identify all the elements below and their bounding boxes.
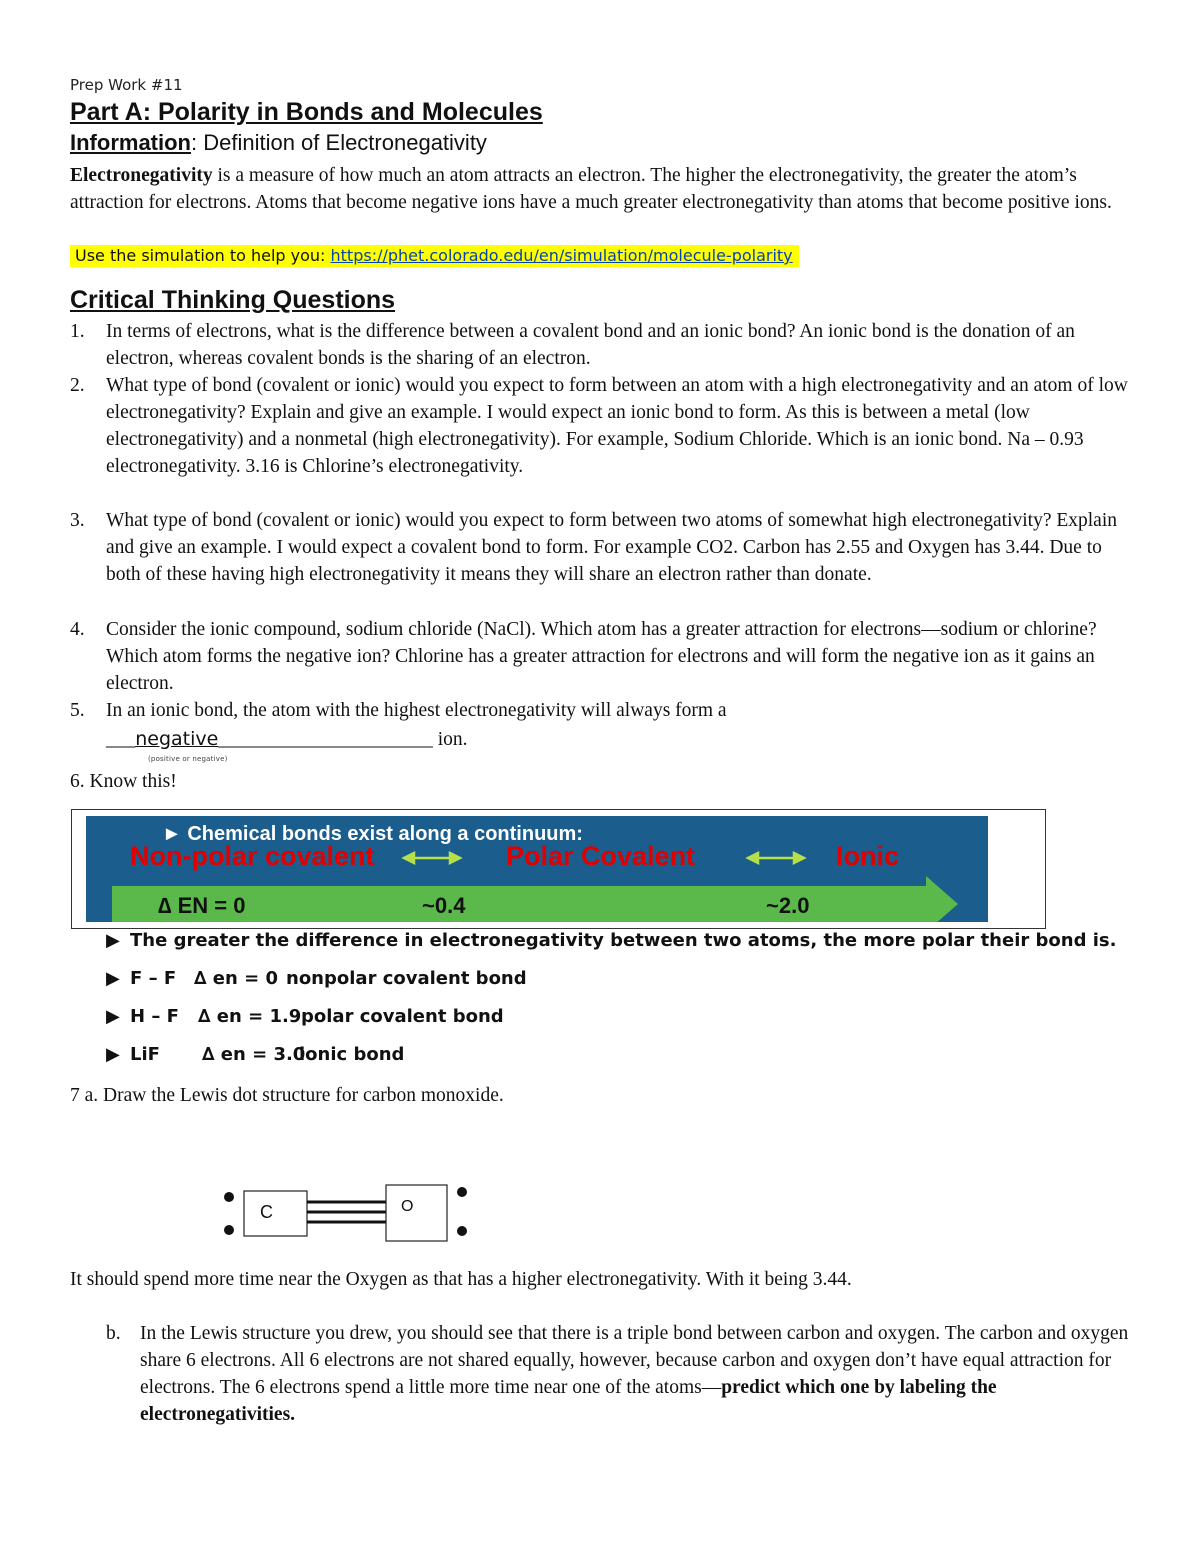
answer-blank-line	[106, 726, 1136, 753]
oxygen-box	[386, 1185, 447, 1241]
know-this-label: 6. Know this!	[70, 771, 177, 792]
question-text: What type of bond (covalent or ionic) would you expect to form between an atom with a high electronegativity and an atom of low electronegativity? Explain and give an example. I would expect an ionic bond to form. As this is between a metal (low electronegativity) and a nonmetal (high electronegativity). For example, Sodium Chloride. Which is an ionic bond. Na – 0.93 electronegativity. 3.16 is Chlorine’s electronegativity.	[106, 375, 1128, 477]
question-text: In an ionic bond, the atom with the highest electronegativity will always form a	[106, 700, 727, 721]
part-title: Part A: Polarity in Bonds and Molecules	[70, 98, 543, 126]
bullet-pair: F – F	[130, 968, 177, 989]
oxygen-label: O	[401, 1198, 414, 1215]
information-subtitle: : Definition of Electronegativity	[191, 130, 487, 155]
bullet-bond-type: polar covalent bond	[301, 1006, 504, 1027]
bullet-delta: ∆ en = 0	[194, 968, 278, 989]
question-text: What type of bond (covalent or ionic) would you expect to form between two atoms of somewhat high electronegativity? Explain and give an example. I would expect a covalent bond to form. For example CO2. Carbon has 2.55 and Oxygen has 3.44. Due to both of these having high electronegativity it means they will share an electron rather than donate.	[106, 510, 1118, 585]
electron-dot	[457, 1187, 467, 1197]
carbon-label: C	[260, 1202, 273, 1222]
question-7b-number: b.	[106, 1323, 121, 1344]
bullet-item	[106, 1006, 504, 1027]
bullet-bond-type: nonpolar covalent bond	[286, 968, 527, 989]
blank-trail: ______________________	[218, 729, 433, 750]
simulation-highlight	[70, 245, 799, 267]
answer-hint: (positive or negative)	[148, 755, 228, 763]
answer-spend-time: It should spend more time near the Oxygen as that has a higher electronegativity. With it being 3.44.	[70, 1269, 852, 1290]
bullet-item	[106, 968, 527, 989]
ionic-label: Ionic	[836, 841, 900, 871]
question-7a: 7 a. Draw the Lewis dot structure for carbon monoxide.	[70, 1085, 504, 1106]
q7b-bold: predict which one by labeling the electronegativities.	[140, 1377, 997, 1425]
bullet-item	[106, 1044, 404, 1065]
carbon-box	[244, 1191, 307, 1236]
triangle-bullet-icon: ▶	[106, 968, 120, 989]
polar-covalent-label: Polar Covalent	[506, 841, 696, 871]
lewis-drawing	[218, 1180, 478, 1252]
question-text: Consider the ionic compound, sodium chloride (NaCl). Which atom has a greater attraction for electrons—sodium or chlorine? Which atom forms the negative ion? Chlorine has a greater attraction for electrons and will form the negative ion as it gains an electron.	[106, 619, 1097, 694]
question-number: 2.	[70, 375, 85, 396]
information-heading	[70, 130, 487, 156]
question-number: 3.	[70, 510, 85, 531]
delta-en-2-0: ~2.0	[766, 893, 810, 918]
triangle-bullet-icon: ▶	[106, 1006, 120, 1027]
intro-text: is a measure of how much an atom attracts an electron. The higher the electronegativity, the greater the atom’s attraction for electrons. Atoms that become negative ions have a much greater electronegativity than atoms that become positive ions.	[70, 165, 1112, 213]
continuum-banner	[86, 816, 988, 922]
information-label: Information	[70, 130, 191, 155]
question-number: 5.	[70, 700, 85, 721]
question-7b-text	[140, 1320, 1140, 1428]
answer-negative: negative	[135, 728, 219, 750]
bullet-pair: H – F	[130, 1006, 179, 1027]
ion-word: ion.	[432, 729, 468, 750]
question-text: In terms of electrons, what is the difference between a covalent bond and an ionic bond? An ionic bond is the donation of an electron, whereas covalent bonds is the sharing of an electron.	[106, 321, 1075, 369]
bullet-delta: ∆ en = 1.9	[198, 1006, 302, 1027]
question-number: 1.	[70, 321, 85, 342]
simulation-link[interactable]: https://phet.colorado.edu/en/simulation/molecule-polarity	[330, 246, 793, 265]
delta-en-zero: ∆ EN = 0	[158, 893, 246, 918]
simulation-label: Use the simulation to help you:	[75, 246, 331, 265]
electron-dot	[224, 1225, 234, 1235]
bullet-pair: LiF	[130, 1044, 160, 1065]
critical-thinking-title: Critical Thinking Questions	[70, 286, 396, 314]
lewis-structure	[218, 1180, 478, 1252]
triangle-bullet-icon: ▶	[106, 1044, 120, 1065]
prep-work-label: Prep Work #11	[70, 76, 183, 94]
triangle-bullet-icon: ▶	[106, 930, 120, 951]
bullet-delta: ∆ en = 3.0	[202, 1044, 306, 1065]
bullet-item	[106, 930, 1116, 951]
blank-lead: ___	[106, 729, 136, 750]
electron-dot	[457, 1226, 467, 1236]
delta-en-0-4: ~0.4	[422, 893, 466, 918]
bullet-bond-type: ionic bond	[299, 1044, 405, 1065]
nonpolar-covalent-label: Non-polar covalent	[130, 841, 375, 871]
bullet-text: The greater the difference in electronegativity between two atoms, the more polar their bond is.	[130, 930, 1117, 951]
electron-dot	[224, 1192, 234, 1202]
intro-term: Electronegativity	[70, 165, 213, 186]
q7b-body: In the Lewis structure you drew, you should see that there is a triple bond between carbon and oxygen. The carbon and oxygen share 6 electrons. All 6 electrons are not shared equally, however, because carbon and oxygen don’t have equal attraction for electrons. The 6 electrons spend a little more time near one of the atoms—	[140, 1323, 1129, 1398]
question-number: 4.	[70, 619, 85, 640]
intro-paragraph	[70, 162, 1140, 216]
continuum-heading: ► Chemical bonds exist along a continuum:	[162, 823, 583, 845]
